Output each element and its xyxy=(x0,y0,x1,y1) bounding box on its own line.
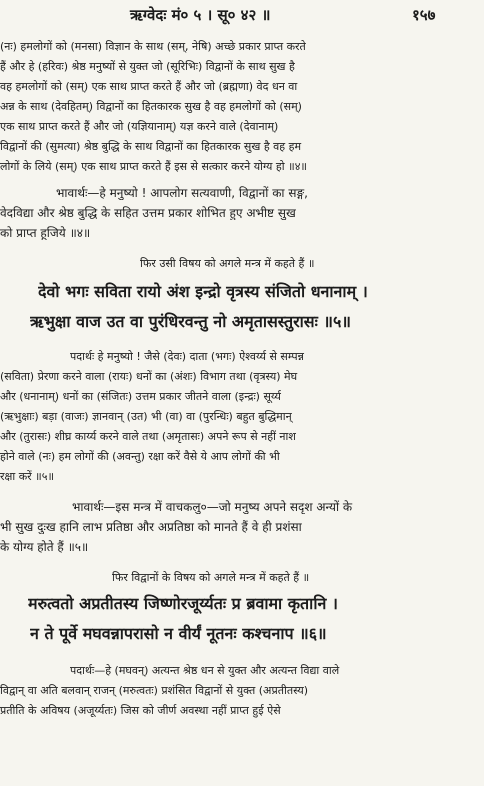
bhavartha-line: भावार्थः—हे मनुष्यो ! आपलोग सत्यवाणी, विद्वानों का सङ्ग, xyxy=(56,186,308,200)
bhavartha-line: भी सुख दुःख हानि लाभ प्रतिष्ठा और अप्रतिष्ठा को मानते हैं वे ही प्रशंसा xyxy=(0,520,302,534)
mantra-line: देवो भगः सविता रायो अंश इन्द्रो वृत्रस्य संजितो धनानाम् । xyxy=(38,282,368,301)
text-line: लोगों के लिये (सम्) एक साथ प्राप्त करते हैं इस से सत्कार करने योग्य हो ॥४॥ xyxy=(0,160,308,173)
text-line: विद्वानों की (सुमत्या) श्रेष्ठ बुद्धि के साथ विद्वानों का हितकारक सुख है वह हम xyxy=(0,140,302,153)
bhavartha-line: भावार्थः—इस मन्त्र में वाचकलु०—जो मनुष्य अपने सदृश अन्यों के xyxy=(72,500,353,514)
bhavartha-line: वेदविद्या और श्रेष्ठ बुद्धि के सहित उत्तम प्रकार शोभित हुए अभीष्ट सुख xyxy=(0,206,296,220)
page-number: १५७ xyxy=(412,6,436,24)
mantra-line: मरुत्वतो अप्रतीतस्य जिष्णोरजूर्य्यतः प्र ब्रवामा कृतानि । xyxy=(28,594,338,613)
padartha-line: रक्षा करें ॥५॥ xyxy=(0,470,55,483)
bhavartha-line: को प्राप्त हूजिये ॥४॥ xyxy=(0,226,91,240)
padartha-line: होने वाले (नः) हम लोगों की (अवन्तु) रक्षा करें वैसे ये आप लोगों की भी xyxy=(0,450,280,463)
mantra-line: ऋभुक्षा वाज उत वा पुरंधिरवन्तु नो अमृतासस्तुरासः ॥५॥ xyxy=(30,312,351,331)
mantra-line: न ते पूर्वे मघवन्नापरासो न वीर्यं नूतनः कश्चनाप ॥६॥ xyxy=(30,624,327,643)
text-line: अन्न के साथ (देवहितम्) विद्वानों का हितकारक सुख है वह हमलोगों को (सम्) xyxy=(0,100,302,113)
section-intro: फिर उसी विषय को अगले मन्त्र में कहते हैं ॥ xyxy=(140,257,315,270)
padartha-line: पदार्थः—हे (मघवन्) अत्यन्त श्रेष्ठ धन से युक्त और अत्यन्त विद्या वाले xyxy=(70,664,340,677)
text-line: एक साथ प्राप्त करते हैं और जो (यज्ञियानाम्) यज्ञ करने वाले (देवानाम्) xyxy=(0,120,279,133)
padartha-line: और (धनानाम्) धनों का (संजितः) उत्तम प्रकार जीतने वाला (इन्द्रः) सूर्य्य xyxy=(0,390,281,403)
section-intro: फिर विद्वानों के विषय को अगले मन्त्र में कहते हैं ॥ xyxy=(112,571,310,584)
text-line: (नः) हमलोगों को (मनसा) विज्ञान के साथ (सम्, नेषि) अच्छे प्रकार प्राप्त करते xyxy=(0,40,306,53)
page-header-title: ऋग्वेदः मं० ५ । सू० ४२ ॥ xyxy=(130,6,271,24)
padartha-line: विद्वान् वा अति बलवान् राजन् (मरुत्वतः) प्रशंसित विद्वानों से युक्त (अप्रतीतस्य) xyxy=(0,684,309,697)
page-header xyxy=(0,6,484,30)
text-line: हैं और हे (हरिवः) श्रेष्ठ मनुष्यों से युक्त जो (सूरिभिः) विद्वानों के साथ सुख है xyxy=(0,60,295,73)
text-line: वह हमलोगों को (सम्) एक साथ प्राप्त करते हैं और जो (ब्रह्मणा) वेद धन वा xyxy=(0,80,298,93)
padartha-line: पदार्थः हे मनुष्यो ! जैसे (देवः) दाता (भगः) ऐश्वर्य्य से सम्पन्न xyxy=(70,350,304,363)
padartha-line: प्रतीति के अविषय (अजूर्य्यतः) जिस को जीर्ण अवस्था नहीं प्राप्त हुई ऐसे xyxy=(0,704,281,717)
bhavartha-line: के योग्य होते हैं ॥५॥ xyxy=(0,540,89,554)
padartha-line: और (तुरासः) शीघ्र कार्य्य करने वाले तथा (अमृतासः) अपने रूप से नहीं नाश xyxy=(0,430,296,443)
padartha-line: (ऋभुक्षाः) बड़ा (वाजः) ज्ञानवान् (उत) भी (वा) वा (पुरन्धिः) बहुत बुद्धिमान् xyxy=(0,410,292,423)
padartha-line: (सविता) प्रेरणा करने वाला (रायः) धनों का (अंशः) विभाग तथा (वृत्रस्य) मेघ xyxy=(0,370,298,383)
